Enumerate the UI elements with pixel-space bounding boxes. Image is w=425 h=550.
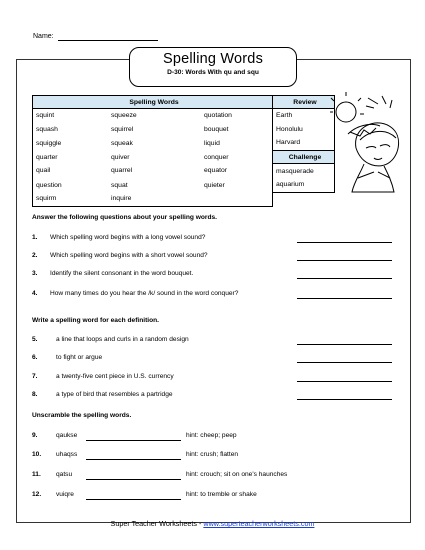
word-cell: equator xyxy=(204,167,228,175)
question-text: How many times do you hear the /k/ sound in the word conquer? xyxy=(50,290,239,297)
word-cell: squeak xyxy=(111,139,133,147)
question-number: 11. xyxy=(32,471,41,478)
answer-line[interactable] xyxy=(86,479,181,480)
word-cell: squiggle xyxy=(33,136,109,150)
answer-line[interactable] xyxy=(297,399,392,400)
word-cell: bouquet xyxy=(204,125,229,133)
scrambled-word: qatsu xyxy=(56,471,73,478)
word-cell: quieter xyxy=(204,181,225,189)
footer-link[interactable]: www.superteacherworksheets.com xyxy=(203,519,315,528)
word-cell: question xyxy=(33,178,109,192)
section-title: Answer the following questions about your spelling words. xyxy=(32,214,218,221)
challenge-word: aquarium xyxy=(273,178,335,192)
squinting-girl-illustration xyxy=(330,92,406,200)
question-text: Which spelling word begins with a long vowel sound? xyxy=(50,234,206,241)
review-word: Earth xyxy=(273,109,335,123)
hint-text: hint: crush; flatten xyxy=(186,451,239,458)
scrambled-word: qaukse xyxy=(56,432,78,439)
word-cell: squat xyxy=(111,181,128,189)
word-table xyxy=(32,95,335,207)
scrambled-word: uhaqss xyxy=(56,451,78,458)
question-1 xyxy=(32,234,205,241)
word-cell xyxy=(201,192,273,206)
question-number: 10. xyxy=(32,451,42,458)
hint-text: hint: cheep; peep xyxy=(186,432,237,439)
answer-line[interactable] xyxy=(86,499,181,500)
answer-line[interactable] xyxy=(297,242,392,243)
question-7 xyxy=(32,373,174,380)
spelling-words-header: Spelling Words xyxy=(33,96,273,109)
word-cell: quail xyxy=(33,164,109,178)
title-box xyxy=(129,47,297,87)
question-3 xyxy=(32,270,193,277)
word-cell: liquid xyxy=(204,139,220,147)
answer-line[interactable] xyxy=(297,298,392,299)
name-label: Name: xyxy=(33,33,54,40)
answer-line[interactable] xyxy=(297,344,392,345)
page-subtitle: D-30: Words With qu and squ xyxy=(167,69,259,76)
hint-text: hint: to tremble or shake xyxy=(186,491,257,498)
word-cell: conquer xyxy=(204,153,229,161)
question-text: a type of bird that resembles a partridge xyxy=(56,391,173,398)
question-number: 2. xyxy=(32,252,38,259)
question-number: 6. xyxy=(32,354,38,361)
section-title: Unscramble the spelling words. xyxy=(32,412,132,419)
answer-line[interactable] xyxy=(297,381,392,382)
footer-text: Super Teacher Worksheets - xyxy=(110,519,204,528)
word-cell: squash xyxy=(33,123,109,137)
answer-line[interactable] xyxy=(86,459,181,460)
word-cell: quarrel xyxy=(111,167,133,175)
question-number: 3. xyxy=(32,270,38,277)
question-text: Identify the silent consonant in the word bouquet. xyxy=(50,270,194,277)
question-4 xyxy=(32,290,238,297)
review-word: Honolulu xyxy=(273,123,335,137)
question-number: 5. xyxy=(32,336,38,343)
question-text: to fight or argue xyxy=(56,354,103,361)
word-cell: squirrel xyxy=(111,125,134,133)
answer-line[interactable] xyxy=(297,260,392,261)
question-9 xyxy=(32,432,77,439)
page-title: Spelling Words xyxy=(162,51,264,67)
name-field[interactable] xyxy=(58,40,158,41)
hint-text: hint: crouch; sit on one's haunches xyxy=(186,471,288,478)
question-text: Which spelling word begins with a short vowel sound? xyxy=(50,252,208,259)
question-number: 12. xyxy=(32,491,42,498)
answer-line[interactable] xyxy=(86,440,181,441)
footer xyxy=(0,519,425,528)
question-12 xyxy=(32,491,74,498)
section-title: Write a spelling word for each definition. xyxy=(32,317,160,324)
question-8 xyxy=(32,391,173,398)
question-10 xyxy=(32,451,77,458)
question-number: 8. xyxy=(32,391,38,398)
word-cell: quiver xyxy=(111,153,130,161)
question-5 xyxy=(32,336,189,343)
word-cell: squeeze xyxy=(111,112,137,120)
word-cell: inquire xyxy=(108,192,201,206)
question-text: a twenty-five cent piece in U.S. currency xyxy=(56,373,174,380)
review-header: Review xyxy=(273,96,335,109)
word-cell: quotation xyxy=(204,112,232,120)
question-11 xyxy=(32,471,72,478)
question-number: 4. xyxy=(32,290,38,297)
answer-line[interactable] xyxy=(297,362,392,363)
question-number: 9. xyxy=(32,432,38,439)
challenge-header: Challenge xyxy=(273,150,335,164)
answer-line[interactable] xyxy=(297,278,392,279)
word-cell: quarter xyxy=(33,150,109,164)
scrambled-word: vuiqre xyxy=(56,491,74,498)
question-number: 1. xyxy=(32,234,38,241)
review-word: Harvard xyxy=(273,136,335,150)
challenge-word: masquerade xyxy=(273,164,335,178)
word-cell: squint xyxy=(33,109,109,123)
question-text: a line that loops and curls in a random design xyxy=(56,336,189,343)
question-6 xyxy=(32,354,102,361)
question-number: 7. xyxy=(32,373,38,380)
word-cell: squirm xyxy=(33,192,109,206)
question-2 xyxy=(32,252,208,259)
